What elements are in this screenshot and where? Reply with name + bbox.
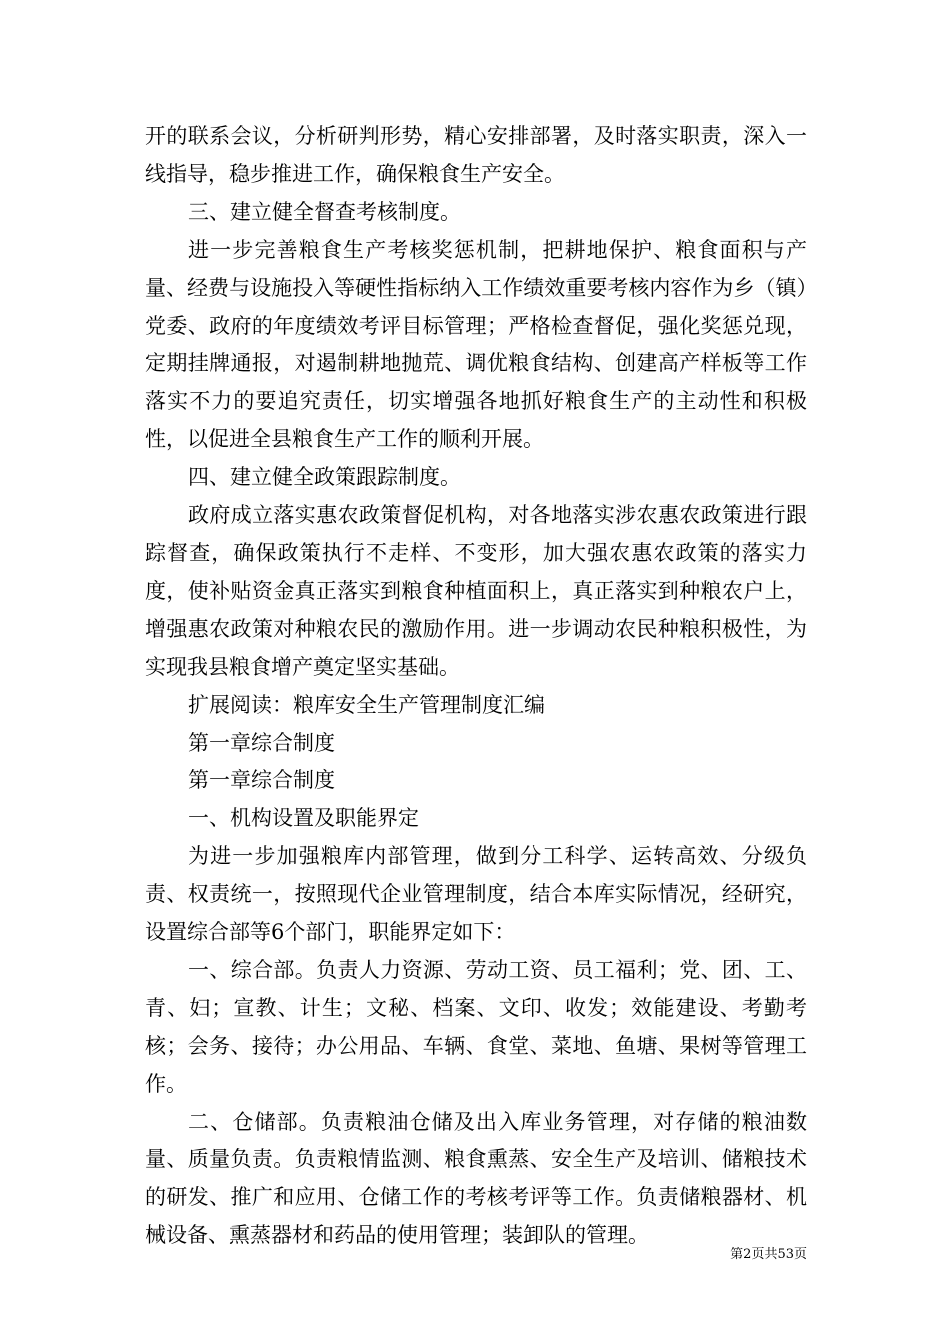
chapter-heading-repeat: 第一章综合制度 (188, 768, 335, 793)
paragraph-intro: 为进一步加强粮库内部管理，做到分工科学、运转高效、分级负责、权责统一，按照现代企业管理制度，结合本库实际情况，经研究，设置综合部等6个部门，职能界定如下： (145, 844, 807, 945)
paragraph-general-dept: 一、综合部。负责人力资源、劳动工资、员工福利；党、团、工、青、妇；宣教、计生；文秘、档案、文印、收发；效能建设、考勤考核；会务、接待；办公用品、车辆、食堂、菜地、鱼塘、果树等管理工作。 (145, 957, 807, 1096)
subsection-heading: 一、机构设置及职能界定 (188, 806, 419, 831)
paragraph-policy: 政府成立落实惠农政策督促机构，对各地落实涉农惠农政策进行跟踪督查，确保政策执行不走样、不变形，加大强农惠农政策的落实力度，使补贴资金真正落实到粮食种植面积上，真正落实到种粮农户上，增强惠农政策对种粮农民的激励作用。进一步调动农民种粮积极性，为实现我县粮食增产奠定坚实基础。 (145, 503, 807, 679)
page-number: 第2页共53页 (730, 1247, 807, 1262)
paragraph-continuation: 开的联系会议，分析研判形势，精心安排部署，及时落实职责，深入一线指导，稳步推进工作，确保粮食生产安全。 (145, 124, 807, 186)
paragraph-storage-dept: 二、仓储部。负责粮油仓储及出入库业务管理，对存储的粮油数量、质量负责。负责粮情监测、粮食熏蒸、安全生产及培训、储粮技术的研发、推广和应用、仓储工作的考核考评等工作。负责储粮器材、机械设备、熏蒸器材和药品的使用管理；装卸队的管理。 (145, 1109, 807, 1248)
section-heading-4: 四、建立健全政策跟踪制度。 (188, 465, 461, 490)
chapter-heading: 第一章综合制度 (188, 730, 335, 755)
document-body (145, 118, 807, 1255)
extended-reading-title: 扩展阅读：粮库安全生产管理制度汇编 (188, 692, 545, 717)
paragraph-assessment: 进一步完善粮食生产考核奖惩机制，把耕地保护、粮食面积与产量、经费与设施投入等硬性指标纳入工作绩效重要考核内容作为乡（镇）党委、政府的年度绩效考评目标管理；严格检查督促，强化奖惩兑现，定期挂牌通报，对遏制耕地抛荒、调优粮食结构、创建高产样板等工作落实不力的要追究责任，切实增强各地抓好粮食生产的主动性和积极性，以促进全县粮食生产工作的顺利开展。 (145, 237, 807, 452)
section-heading-3: 三、建立健全督查考核制度。 (188, 199, 461, 224)
